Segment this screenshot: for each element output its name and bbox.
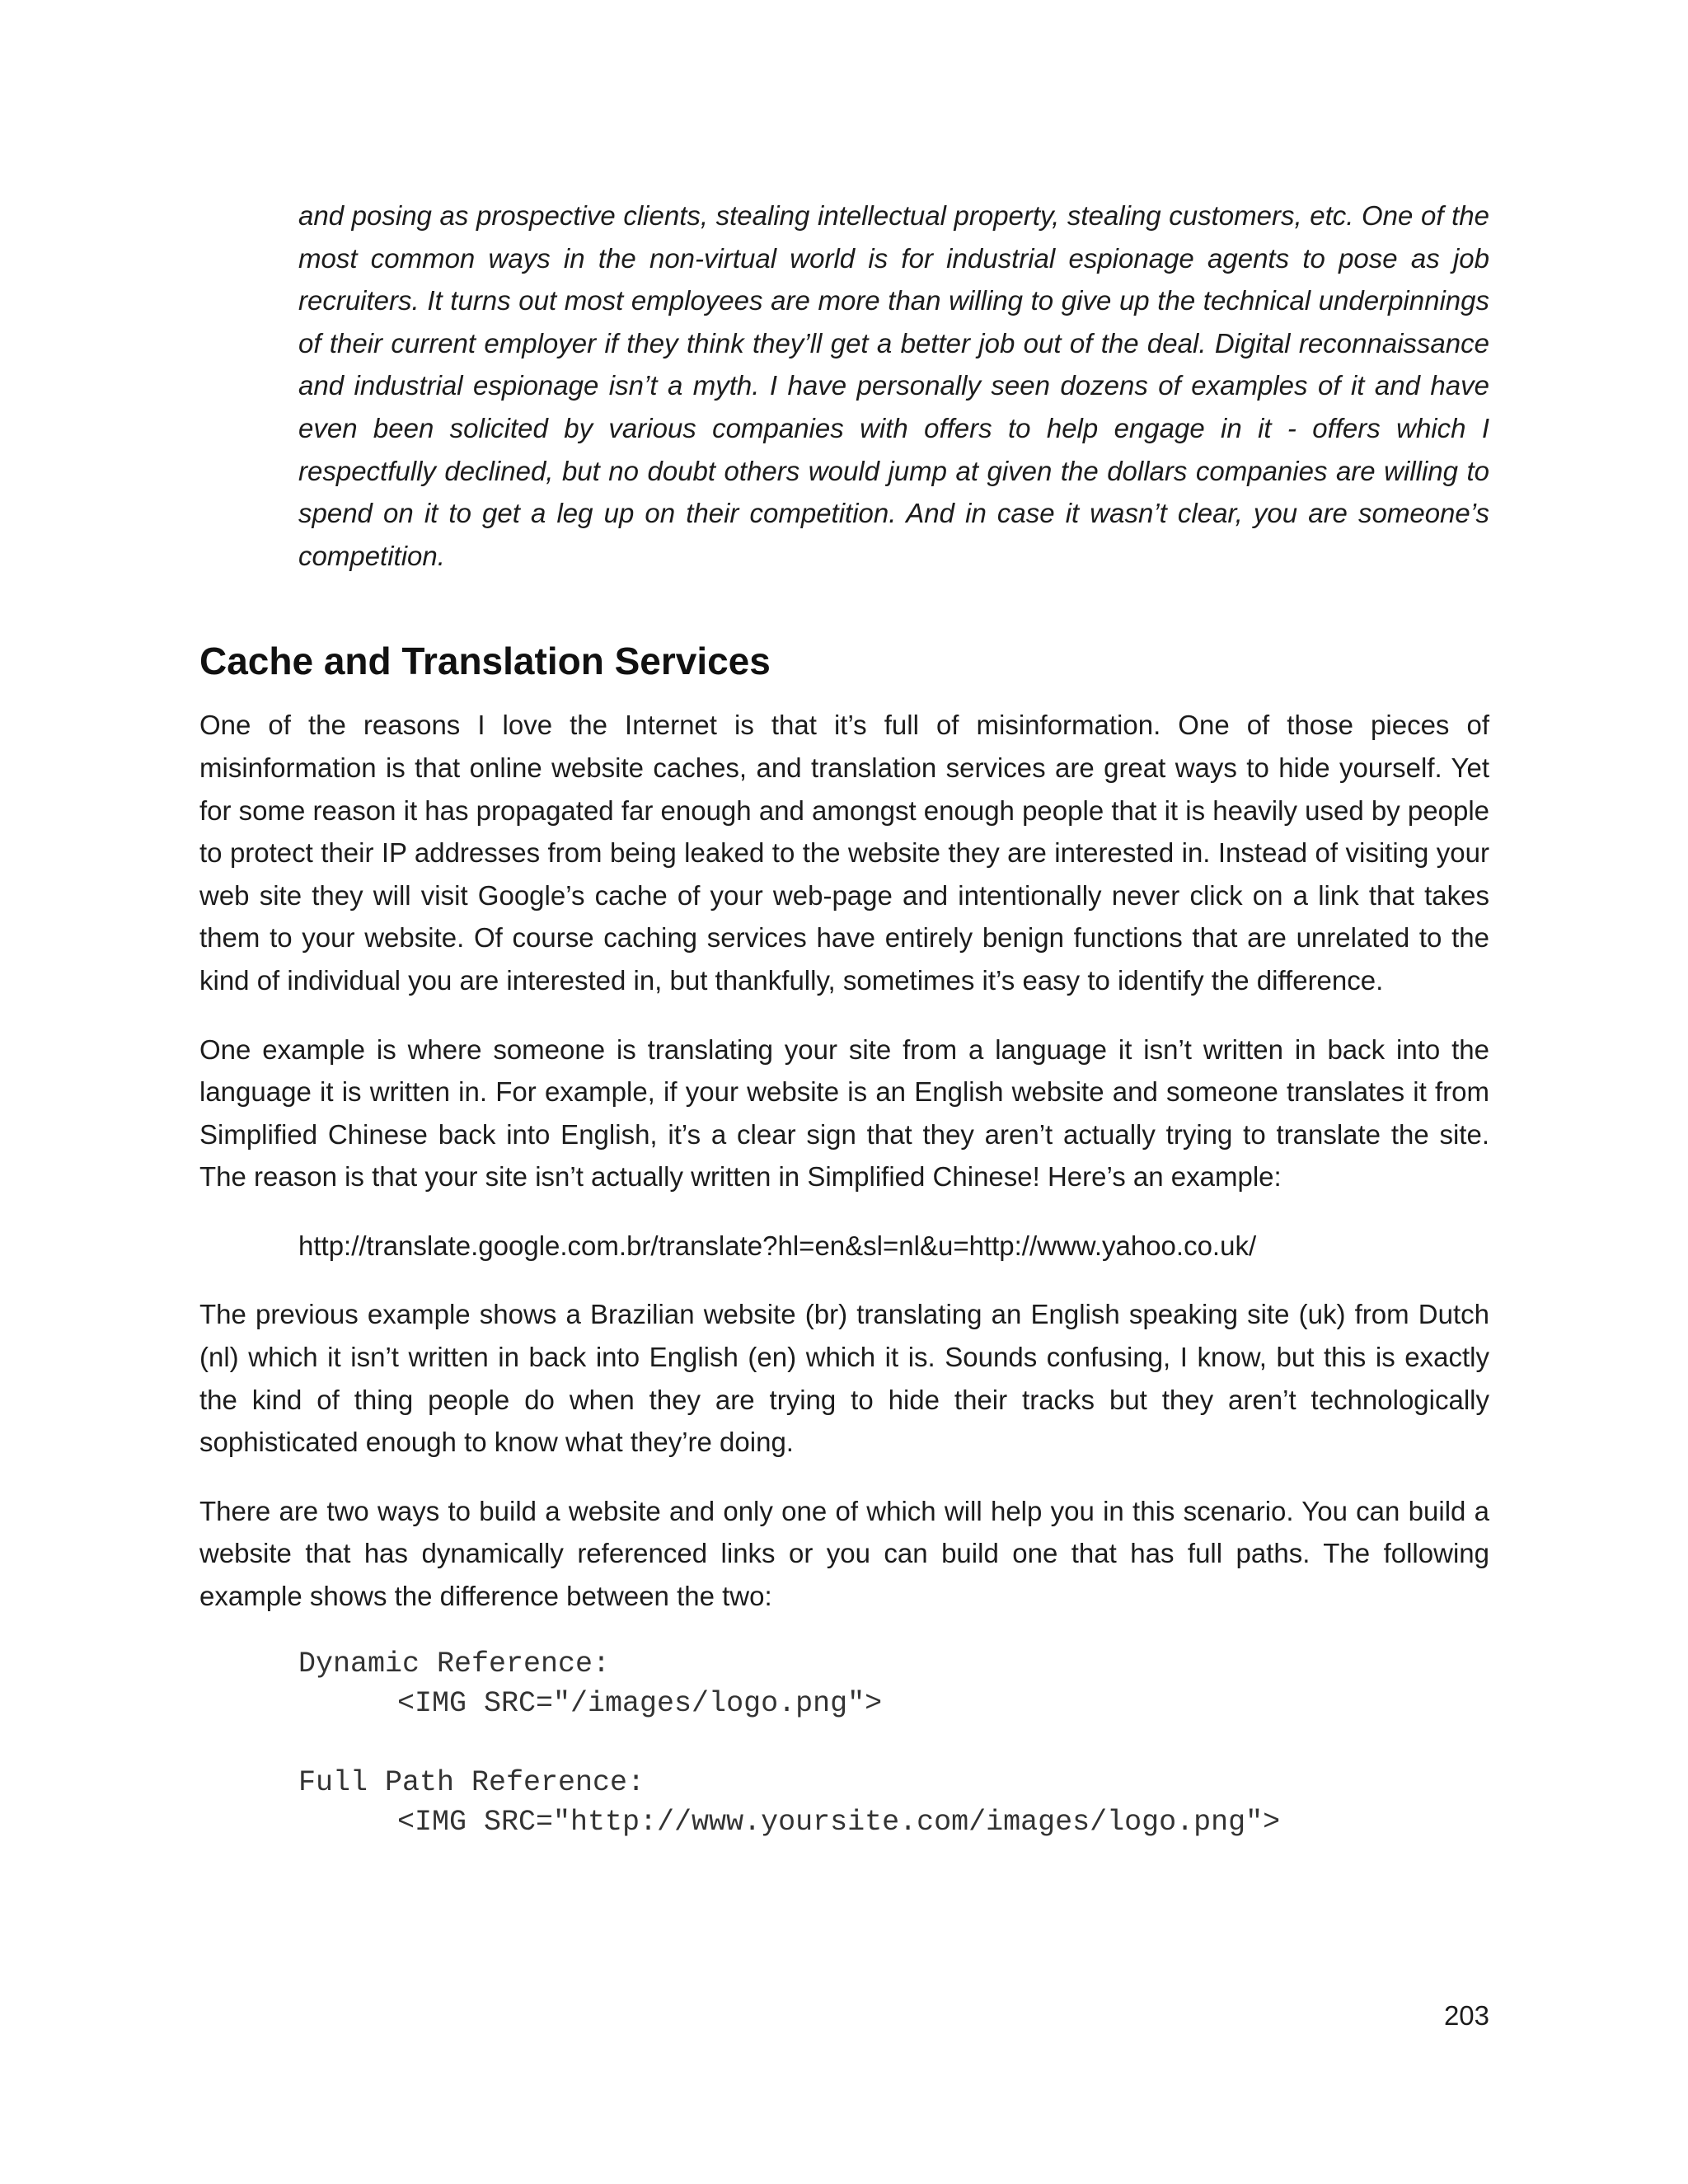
body-paragraph: One example is where someone is translating your site from a language it isn’t written in back into the language it is written in. For example, if your website is an English website and someone translates it from Simplified Chinese back into English, it’s a clear sign that they aren’t actually trying to translate the site. The reason is that your site isn’t actually written in Simplified Chinese! Here’s an example: — [199, 1033, 1489, 1193]
code-spacer — [298, 1723, 1489, 1763]
body-paragraph: One of the reasons I love the Internet is that it’s full of misinformation. One of those pieces of misinformation is that online website caches, and translation services are great ways to hide yourself. Yet for some reason it has propagated far enough and amongst enough people that it is heavily used by people to protect their IP addresses from being leaked to the website they are interested in. Instead of visiting your web site they will visit Google’s cache of your web-page and intentionally never click on a link that takes them to your website. Of course caching services have entirely benign functions that are unrelated to the kind of individual you are interested in, but thankfully, sometimes it’s easy to identify the difference. — [199, 710, 1489, 996]
code-full-label: Full Path Reference: — [298, 1765, 645, 1799]
quote-paragraph: and posing as prospective clients, stealing intellectual property, stealing customers, etc. One of the most common ways in the non-virtual world is for industrial espionage agents to pose as job recruiters. It turns out most employees are more than willing to give up the technical underpinnings of their current employer if they think they’ll get a better job out of the deal. Digital reconnaissance and industrial espionage isn’t a myth. I have personally seen dozens of examples of it and have even been solicited by various companies with offers to help engage in it - offers which I respectfully declined, but no doubt others would jump at given the dollars companies are willing to spend on it to get a leg up on their competition. And in case it wasn’t clear, you are someone’s competition. — [298, 200, 1489, 571]
text-column — [199, 194, 1489, 1842]
code-full-img: <IMG SRC="http://www.yoursite.com/images/logo.png"> — [397, 1805, 1281, 1839]
code-example — [298, 1644, 1489, 1842]
section-heading: Cache and Translation Services — [199, 640, 771, 683]
code-dynamic-img: <IMG SRC="/images/logo.png"> — [397, 1686, 883, 1720]
example-url: http://translate.google.com.br/translate?hl=en&sl=nl&u=http://www.yahoo.co.uk/ — [298, 1230, 1257, 1261]
code-dynamic-label: Dynamic Reference: — [298, 1647, 611, 1680]
body-paragraph: The previous example shows a Brazilian website (br) translating an English speaking site (uk) from Dutch (nl) which it isn’t written in back into English (en) which it is. Sounds confusing, I know, but this is exactly the kind of thing people do when they are trying to hide their tracks but they aren’t technologically sophisticated enough to know what they’re doing. — [199, 1299, 1489, 1458]
page-number: 203 — [1443, 2000, 1489, 2031]
body-paragraph: There are two ways to build a website and only one of which will help you in this scenario. You can build a website that has dynamically referenced links or you can build one that has full paths. The following example shows the difference between the two: — [199, 1495, 1489, 1612]
